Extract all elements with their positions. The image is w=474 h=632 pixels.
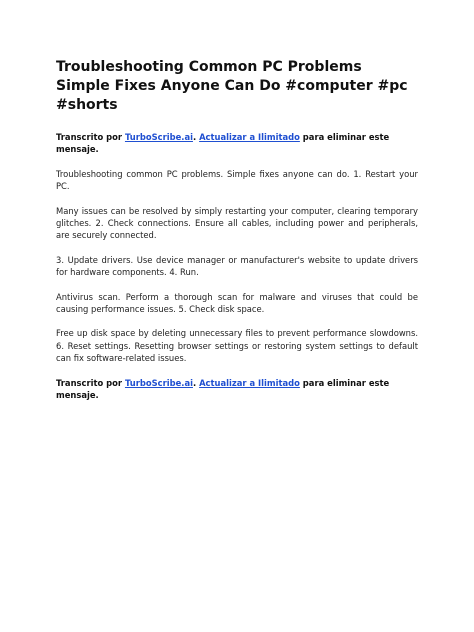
turboscribe-link[interactable]: TurboScribe.ai (124, 132, 193, 142)
paragraph: Many issues can be resolved by simply restarting your computer, clearing temporary glitches. 2. Check connections. Ensure all cables, including power and peripherals, are securely connected. (56, 205, 418, 241)
credit-separator: . (192, 377, 200, 388)
turboscribe-link[interactable]: TurboScribe.ai (124, 377, 193, 388)
paragraph: Antivirus scan. Perform a thorough scan for malware and viruses that could be causing performance issues. 5. Check disk space. (56, 291, 418, 315)
paragraph: 3. Update drivers. Use device manager or manufacturer's website to update drivers for hardware components. 4. Run. (56, 254, 418, 278)
transcription-credit-bottom (56, 377, 418, 402)
upgrade-unlimited-link[interactable]: Actualizar a Ilimitado (199, 377, 300, 388)
credit-separator: . (192, 132, 200, 142)
credit-prefix: Transcrito por (56, 132, 125, 142)
paragraph: Troubleshooting common PC problems. Simple fixes anyone can do. 1. Restart your PC. (56, 168, 418, 192)
transcription-credit-top (56, 131, 418, 156)
credit-suffix: para eliminar este mensaje. (56, 377, 390, 401)
credit-suffix: para eliminar este mensaje. (56, 132, 390, 155)
document-title: Troubleshooting Common PC Problems Simple Fixes Anyone Can Do #computer #pc #shorts (56, 59, 408, 113)
paragraph: Free up disk space by deleting unnecessary files to prevent performance slowdowns. 6. Reset settings. Resetting browser settings or restoring system settings to default can fix software-related issues. (56, 328, 418, 364)
credit-prefix: Transcrito por (56, 377, 125, 388)
upgrade-unlimited-link[interactable]: Actualizar a Ilimitado (199, 132, 300, 142)
